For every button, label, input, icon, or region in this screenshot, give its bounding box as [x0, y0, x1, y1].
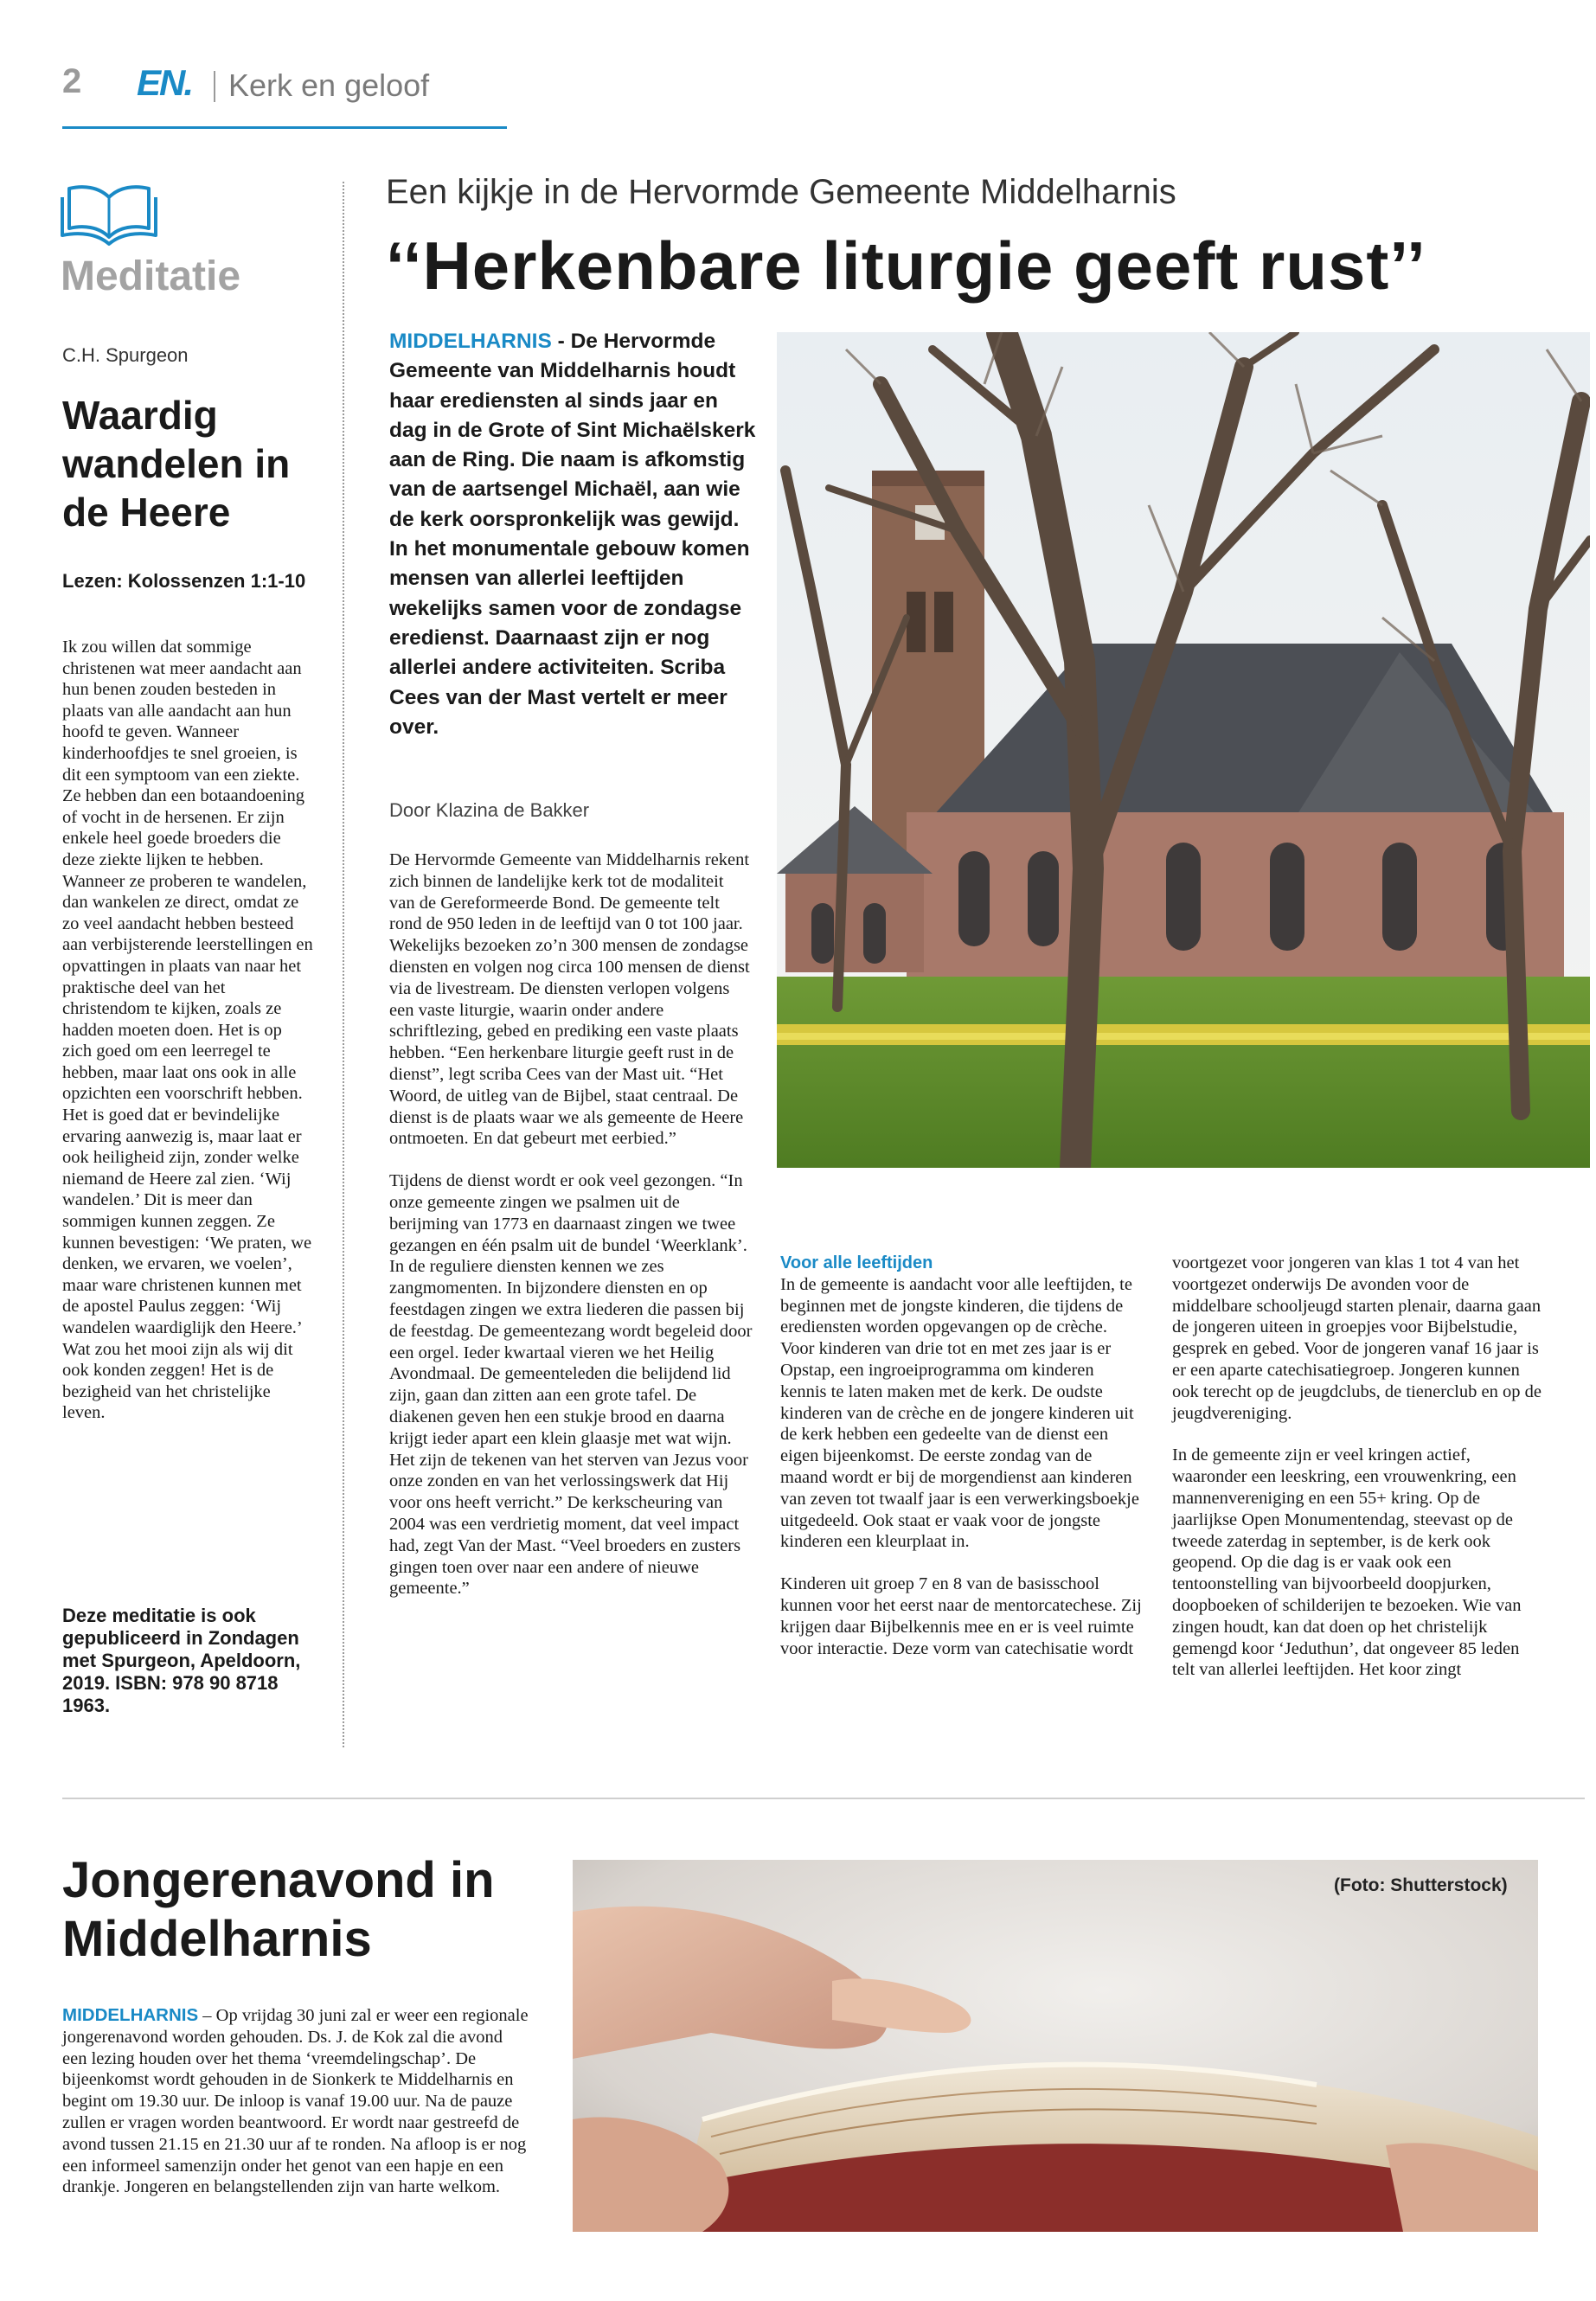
column-divider	[343, 182, 344, 1747]
paragraph: In de gemeente is aandacht voor alle leeftijden, te beginnen met de jongste kinderen, die tijdens de erediensten worden opgevangen op de crèche. Voor kinderen van drie tot en met zes jaar is er Opstap, een ingroeiprogramma om kinderen kennis te laten maken met de kerk. De oudste kinderen van de crèche en de jongere kinderen uit de kerk hebben een gedeelte van de dienst een eigen bijeenkomst. De eerste zondag van de maand wordt er bij de morgendienst aan kinderen van zeven tot twaalf jaar is een verwerkingsboekje uitgedeeld. Ook staat er vaak voor de jongste kinderen een kleurplaat in.	[780, 1274, 1139, 1552]
meditation-title: Waardig wandelen in de Heere	[62, 393, 291, 535]
open-book-icon	[61, 178, 157, 247]
youth-evening-title: Jongerenavond in Middelharnis	[62, 1852, 495, 1967]
youth-text: – Op vrijdag 30 juni zal er weer een regionale jongerenavond worden gehouden. Ds. J. de Kok zal die avond een lezing houden over het thema ‘vreemdelingschap’. De bijeenkomst wordt gehouden in de Sionkerk te Middelharnis en begint om 19.30 uur. De inloop is vanaf 19.00 uur. Na de pauze zullen er vragen worden beantwoord. Er wordt naar gestreefd de avond tussen 21.15 en 21.30 uur af te ronden. Na afloop is er nog een informeel samenzijn onder het genot van een hapje en een drankje. Jongeren en belangstellenden zijn van harte welkom.	[62, 2006, 529, 2197]
article-kicker: Een kijkje in de Hervormde Gemeente Middelharnis	[386, 173, 1176, 211]
lead-place: MIDDELHARNIS	[389, 330, 552, 353]
header-separator	[214, 71, 215, 102]
page-number: 2	[62, 62, 82, 100]
meditation-reading: Lezen: Kolossenzen 1:1-10	[62, 570, 306, 592]
article-byline: Door Klazina de Bakker	[389, 799, 590, 821]
section-divider	[62, 1798, 1585, 1799]
paragraph: Tijdens de dienst wordt er ook veel gezongen. “In onze gemeente zingen we psalmen uit de berijming van 1773 en daarnaast zingen we twee gezangen en één psalm uit de bundel ‘Weerklank’. In de reguliere diensten kennen we zes zangmomenten. In bijzondere diensten en op feestdagen zingen we extra liederen die passen bij de feestdag. De gemeentezang wordt begeleid door een orgel. Ieder kwartaal vieren we het Heilig Avondmaal. De gemeenteleden die belijdend lid zijn, gaan dan zitten aan een grote tafel. De diakenen geven hen een stukje brood en daarna krijgt ieder apart een klein glaasje met wat wijn. Het zijn de tekenen van het sterven van Jezus voor onze zonden en van het verlossingswerk dat Hij voor ons heeft verricht.” De kerkscheuring van 2004 was een verdrietig moment, dat veel impact had, zegt Van der Mast. “Veel broeders en zusters gingen toen over naar een andere of nieuwe gemeente.”	[389, 1171, 753, 1599]
newspaper-logo: EN.	[137, 62, 193, 103]
paragraph: In de gemeente zijn er veel kringen actief, waaronder een leeskring, een vrouwenkring, een mannenvereniging en een 55+ kring. Op de jaarlijkse Open Monumentendag, steevast op de tweede zaterdag in september, is de kerk ook geopend. Op die dag is er vaak ook een tentoonstelling van bijvoorbeeld doopjurken, doopboeken of schilderijen te bezoeken. Wie van zingen houdt, kan dat doen op het christelijk gemengd koor ‘Jeduthun’, dat ongeveer 85 leden telt van allerlei leeftijden. Het koor zingt	[1172, 1445, 1522, 1680]
lead-text: - De Hervormde Gemeente van Middelharnis houdt haar erediensten al sinds jaar en dag in de Grote of Sint Michaëlskerk aan de Ring. Die naam is afkomstig van de aartsengel Michaël, aan wie de kerk oorspronkelijk was gewijd. In het monumentale gebouw komen mensen van allerlei leeftijden wekelijks samen voor de zondagse eredienst. Daarnaast zijn er nog allerlei andere activiteiten. Scriba Cees van der Mast vertelt er meer over.	[389, 330, 756, 739]
article-lead	[389, 327, 761, 742]
photo-credit: (Foto: Shutterstock)	[1334, 1875, 1508, 1895]
article-column-1	[389, 849, 753, 1620]
meditation-footer: Deze meditatie is ook gepubliceerd in Zondagen met Spurgeon, Apeldoorn, 2019. ISBN: 978 90 8718 1963.	[62, 1605, 301, 1716]
meditation-body: Ik zou willen dat sommige christenen wat meer aandacht aan hun benen zouden besteden in plaats van alle aandacht aan hun hoofd te geven. Wanneer kinderhoofdjes te snel groeien, is dit een symptoom van een ziekte. Ze hebben dan een botaandoening of vocht in de hersenen. Er zijn enkele heel goede broeders die deze ziekte lijken te hebben. Wanneer ze proberen te wandelen, dan wankelen ze direct, omdat ze zo veel aandacht hebben besteed aan verbijsterende leerstellingen en opvattingen in plaats van naar het praktische deel van het christendom te kijken, zoals ze hadden moeten doen. Het is op zich goed om een leerregel te hebben, maar laat ons ook in alle opzichten een voorschrift hebben. Het is goed dat er bevindelijke ervaring aanwezig is, maar laat er ook heiligheid zijn, zonder welke niemand de Heere zal zien. ‘Wij wandelen.’ Dit is meer dan sommigen kunnen zeggen. Ze kunnen bevestigen: ‘We praten, we denken, we ervaren, we voelen’, maar ware christenen kunnen met de apostel Paulus zeggen: ‘Wij wandelen waardiglijk den Heere.’ Wat zou het mooi zijn als wij dit ook konden zeggen! Het is de bezigheid van het christelijke leven.	[62, 638, 313, 1423]
article-headline: ‘‘Herkenbare liturgie geeft rust’’	[386, 228, 1426, 304]
header-rule	[62, 126, 507, 129]
section-title: Kerk en geloof	[228, 67, 430, 103]
church-photo	[777, 332, 1590, 1168]
youth-place: MIDDELHARNIS	[62, 2005, 199, 2025]
paragraph: Kinderen uit groep 7 en 8 van de basisschool kunnen voor het eerst naar de mentorcatechese. Zij krijgen daar Bijbelkennis mee en er is veel ruimte voor interactie. Deze vorm van catechisatie wordt	[780, 1574, 1142, 1658]
article-subheading: Voor alle leeftijden	[780, 1253, 933, 1272]
paragraph: De Hervormde Gemeente van Middelharnis rekent zich binnen de landelijke kerk tot de modaliteit van de Gereformeerde Bond. De gemeente telt rond de 950 leden in de leeftijd van 0 tot 100 jaar. Wekelijks bezoeken zo’n 300 mensen de zondagse diensten en volgen nog circa 100 mensen de dienst via de livestream. De diensten verlopen volgens een vaste liturgie, waarin onder andere schriftlezing, gebed en prediking een vaste plaats hebben. “Een herkenbare liturgie geeft rust in de dienst”, legt scriba Cees van der Mast uit. “Het Woord, de uitleg van de Bijbel, staat centraal. De dienst is de plaats waar we als gemeente de Heere ontmoeten. En dat gebeurt met eerbied.”	[389, 850, 750, 1149]
meditation-author: C.H. Spurgeon	[62, 344, 189, 366]
paragraph: voortgezet voor jongeren van klas 1 tot 4 van het voortgezet onderwijs De avonden voor de middelbare schooljeugd starten plenair, daarna gaan de jongeren uiteen in groepjes voor Bijbelstudie, gesprek en gebed. Voor de jongeren vanaf 16 jaar is er een aparte catechisatiegroep. Jongeren kunnen ook terecht op de jeugdclubs, de tienerclub en op de jeugdvereniging.	[1172, 1253, 1542, 1423]
article-column-3	[780, 1253, 1144, 1680]
youth-evening-body	[62, 2005, 529, 2198]
article-column-4	[1172, 1253, 1544, 1702]
meditation-label: Meditatie	[61, 253, 241, 299]
bible-photo	[573, 1860, 1538, 2232]
